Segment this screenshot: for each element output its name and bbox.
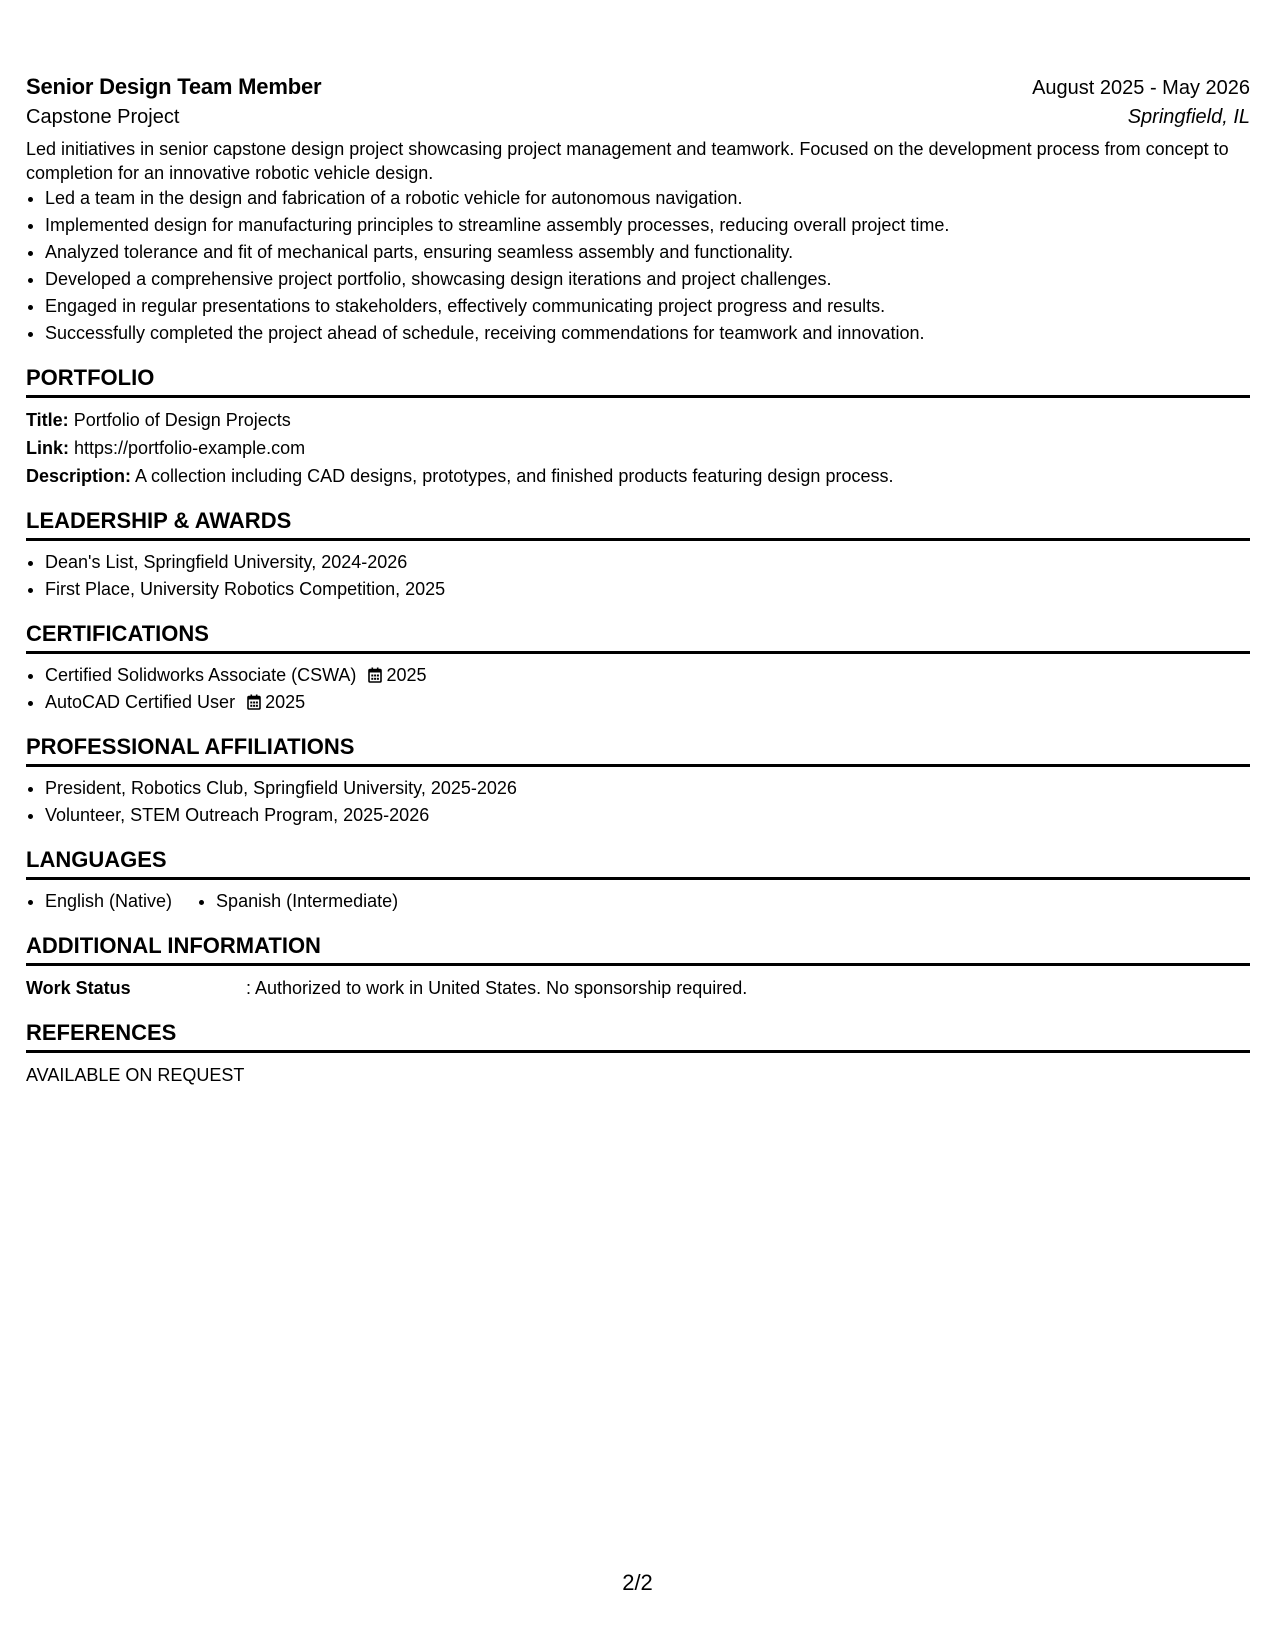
portfolio-link-row [26, 434, 1250, 462]
field-label: Link: [26, 438, 69, 458]
list-item: • President, Robotics Club, Springfield University, 2025-2026 [45, 775, 1250, 802]
list-item: • English (Native) [45, 888, 172, 915]
work-status-row [26, 974, 1250, 1002]
list-item: • Analyzed tolerance and fit of mechanical parts, ensuring seamless assembly and functionality. [45, 239, 1250, 266]
field-label: Description: [26, 466, 132, 486]
field-label: Title: [26, 410, 69, 430]
job-organization: Capstone Project [26, 106, 180, 128]
list-item: • Spanish (Intermediate) [216, 888, 398, 915]
references-section [26, 1020, 1250, 1089]
calendar-icon [247, 694, 261, 710]
certification-year: 2025 [386, 665, 427, 685]
list-item: • First Place, University Robotics Competition, 2025 [45, 576, 1250, 603]
list-item: • Engaged in regular presentations to stakeholders, effectively communicating project progress and results. [45, 293, 1250, 320]
section-heading: REFERENCES [26, 1020, 1250, 1053]
job-title: Senior Design Team Member [26, 74, 322, 99]
section-heading: LANGUAGES [26, 847, 1250, 880]
portfolio-title: Portfolio of Design Projects [73, 410, 291, 430]
portfolio-link[interactable]: https://portfolio-example.com [74, 438, 306, 458]
portfolio-title-row [26, 406, 1250, 434]
calendar-icon [368, 667, 382, 683]
certification-name: AutoCAD Certified User [45, 692, 236, 712]
affiliations-section [26, 734, 1250, 829]
list-item: • Implemented design for manufacturing principles to streamline assembly processes, reducing overall project time. [45, 212, 1250, 239]
list-item: • Dean's List, Springfield University, 2024-2026 [45, 549, 1250, 576]
certification-name: Certified Solidworks Associate (CSWA) [45, 665, 357, 685]
certification-year: 2025 [265, 692, 306, 712]
additional-info-section [26, 933, 1250, 1002]
portfolio-description: A collection including CAD designs, prototypes, and finished products featuring design process. [135, 466, 894, 486]
resume-page [26, 74, 1250, 1089]
portfolio-section [26, 365, 1250, 490]
job-summary: Led initiatives in senior capstone design project showcasing project management and teamwork. Focused on the development process from concept to completion for an innovative robotic vehicle design. [26, 139, 1229, 183]
section-heading: ADDITIONAL INFORMATION [26, 933, 1250, 966]
leadership-section [26, 508, 1250, 603]
experience-subheader [26, 106, 1250, 129]
list-item: • Developed a comprehensive project portfolio, showcasing design iterations and project challenges. [45, 266, 1250, 293]
work-status-value: : Authorized to work in United States. No sponsorship required. [246, 978, 748, 998]
languages-list [26, 888, 1250, 915]
leadership-list [26, 549, 1250, 603]
section-heading: PORTFOLIO [26, 365, 1250, 398]
languages-section [26, 847, 1250, 915]
page-number: 2/2 [622, 1570, 653, 1595]
work-status-label: Work Status [26, 978, 131, 998]
section-heading: LEADERSHIP & AWARDS [26, 508, 1250, 541]
references-text: AVAILABLE ON REQUEST [26, 1065, 245, 1085]
list-item [45, 689, 1250, 716]
section-heading: CERTIFICATIONS [26, 621, 1250, 654]
job-dates: August 2025 - May 2026 [1032, 77, 1250, 99]
list-item [45, 662, 1250, 689]
list-item: • Successfully completed the project ahead of schedule, receiving commendations for teamwork and innovation. [45, 320, 1250, 347]
list-item: • Led a team in the design and fabrication of a robotic vehicle for autonomous navigation. [45, 185, 1250, 212]
portfolio-description-row [26, 462, 1250, 490]
section-heading: PROFESSIONAL AFFILIATIONS [26, 734, 1250, 767]
list-item: • Volunteer, STEM Outreach Program, 2025-2026 [45, 802, 1250, 829]
affiliations-list [26, 775, 1250, 829]
certifications-list [26, 662, 1250, 716]
certifications-section [26, 621, 1250, 716]
job-bullets [26, 185, 1250, 347]
experience-header [26, 74, 1250, 100]
job-location: Springfield, IL [1127, 106, 1250, 128]
